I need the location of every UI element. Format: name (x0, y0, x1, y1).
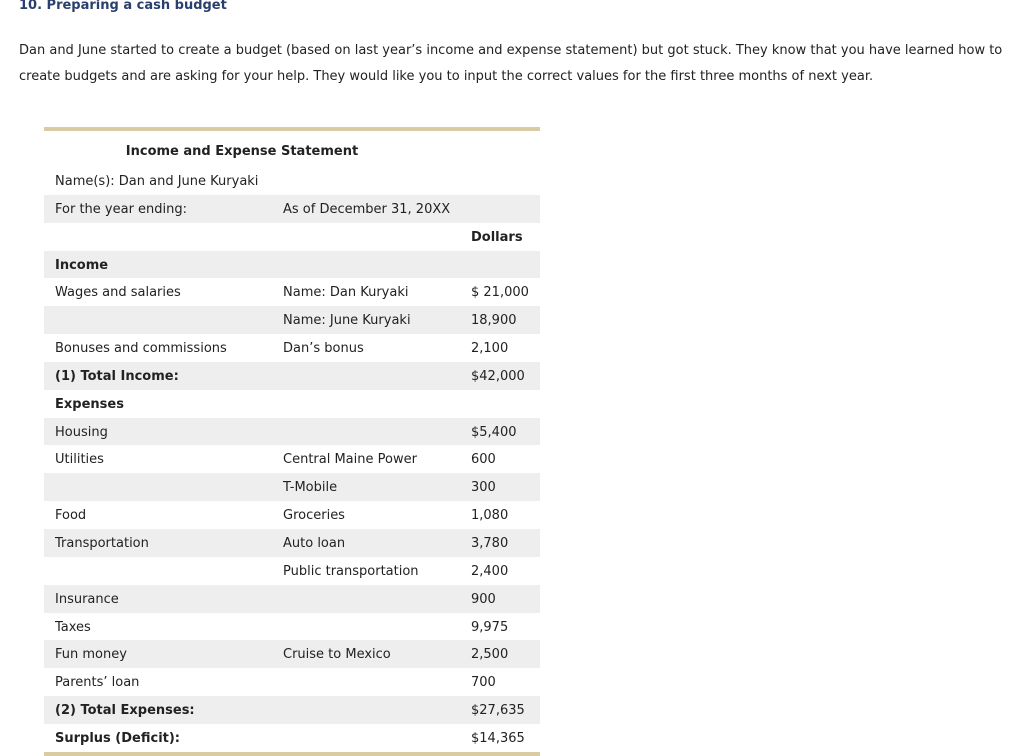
total-income-value: $42,000 (471, 368, 525, 384)
row-detail: T-Mobile (283, 480, 338, 496)
row-amount: $ 21,000 (471, 285, 529, 301)
year-row (44, 195, 540, 223)
row-label: Taxes (55, 619, 91, 635)
page-heading: 10. Preparing a cash budget (19, 0, 227, 13)
row-label: Housing (55, 424, 108, 440)
table-row (44, 668, 540, 696)
total-income-row (44, 362, 540, 390)
table-row (44, 529, 540, 557)
table-row (44, 501, 540, 529)
income-expense-statement (44, 127, 540, 756)
table-row (44, 585, 540, 613)
table-row (44, 278, 540, 306)
year-value: As of December 31, 20XX (283, 201, 451, 217)
table-row (44, 613, 540, 641)
row-detail: Auto loan (283, 535, 346, 551)
total-expenses-value: $27,635 (471, 703, 525, 719)
table-row (44, 334, 540, 362)
statement-rows (44, 167, 540, 752)
intro-paragraph: Dan and June started to create a budget (based on last year’s income and expense statement) but got stuck. They know that you have learned how to create budgets and are asking for your help. They would like you to input the correct values for the first three months of next year. (19, 43, 1003, 84)
row-amount: 700 (471, 675, 496, 691)
table-row (44, 640, 540, 668)
row-detail: Groceries (283, 508, 345, 524)
row-label: Food (55, 508, 87, 524)
income-header-row (44, 251, 540, 279)
row-label: Insurance (55, 591, 119, 607)
dollars-header: Dollars (471, 229, 523, 245)
table-row (44, 473, 540, 501)
row-amount: 300 (471, 480, 496, 496)
names-label: Name(s): Dan and June Kuryaki (55, 174, 259, 189)
expenses-header-row (44, 390, 540, 418)
row-label: Parents’ loan (55, 675, 140, 691)
table-row (44, 445, 540, 473)
row-amount: 2,100 (471, 341, 509, 357)
row-amount: 3,780 (471, 535, 509, 551)
income-header: Income (55, 257, 109, 273)
table-row (44, 306, 540, 334)
row-amount: 600 (471, 452, 496, 468)
row-amount: 2,400 (471, 563, 509, 579)
row-detail: Name: Dan Kuryaki (283, 285, 409, 301)
row-amount: 900 (471, 591, 496, 607)
row-detail: Name: June Kuryaki (283, 313, 411, 329)
dollars-header-row (44, 223, 540, 251)
row-label: Utilities (55, 452, 104, 468)
total-expenses-row (44, 696, 540, 724)
row-amount: 1,080 (471, 508, 509, 524)
year-label: For the year ending: (55, 201, 188, 217)
total-expenses-label: (2) Total Expenses: (55, 703, 195, 719)
row-detail: Dan’s bonus (283, 341, 364, 357)
row-amount: 9,975 (471, 619, 509, 635)
row-detail: Public transportation (283, 563, 419, 579)
names-row (44, 167, 540, 195)
expenses-header: Expenses (55, 396, 124, 412)
total-income-label: (1) Total Income: (55, 368, 179, 384)
row-label: Fun money (55, 647, 127, 663)
surplus-value: $14,365 (471, 730, 525, 746)
row-amount: $5,400 (471, 424, 517, 440)
row-amount: 18,900 (471, 313, 517, 329)
statement-title: Income and Expense Statement (125, 144, 359, 159)
surplus-row (44, 724, 540, 752)
table-row (44, 418, 540, 446)
row-amount: 2,500 (471, 647, 509, 663)
row-detail: Cruise to Mexico (283, 647, 391, 663)
table-row (44, 557, 540, 585)
row-detail: Central Maine Power (283, 452, 417, 468)
row-label: Wages and salaries (55, 285, 181, 301)
row-label: Transportation (55, 535, 149, 551)
surplus-label: Surplus (Deficit): (55, 730, 181, 746)
row-label: Bonuses and commissions (55, 341, 227, 357)
